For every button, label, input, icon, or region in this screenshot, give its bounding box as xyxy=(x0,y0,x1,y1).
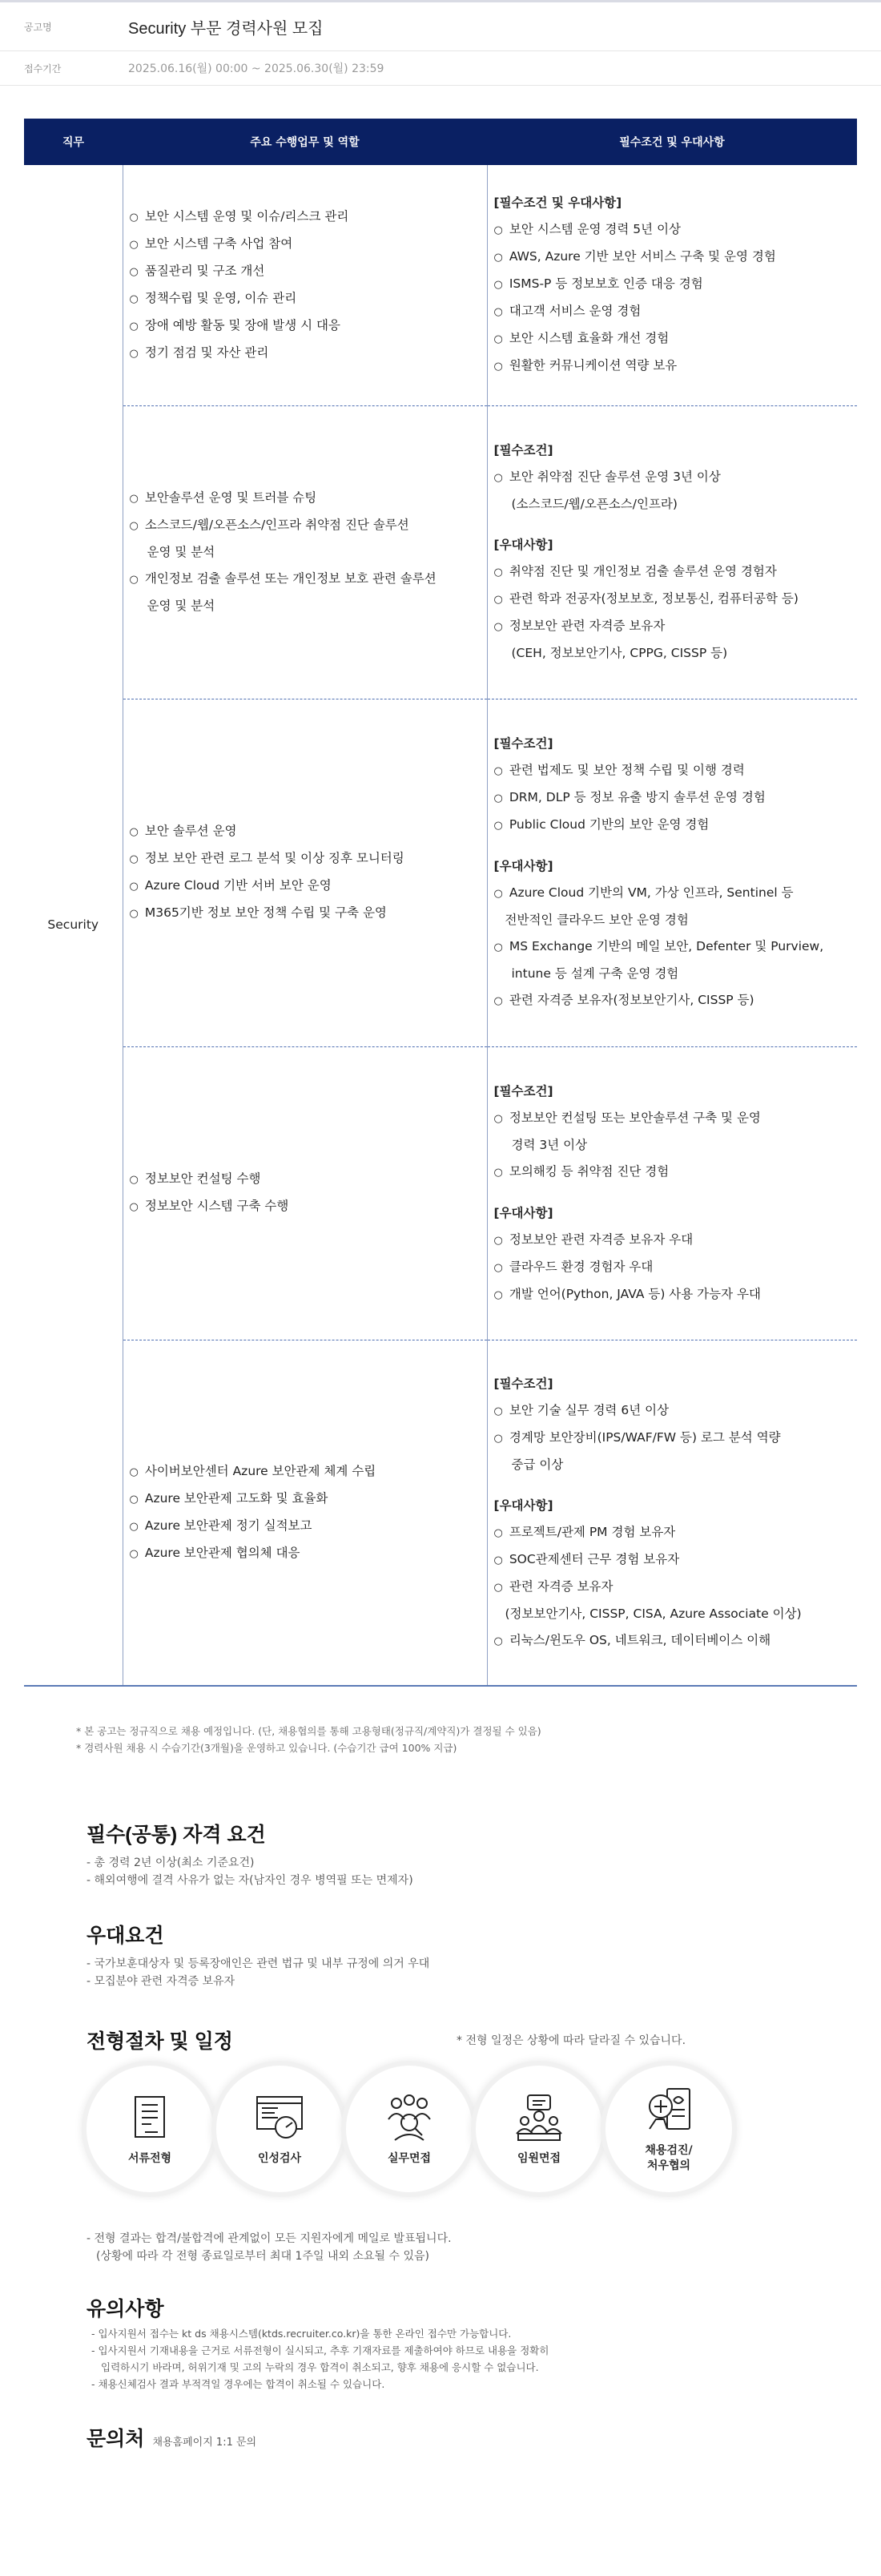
requirements-cell xyxy=(487,1340,857,1686)
requirement-heading: [우대사항] xyxy=(493,1498,553,1513)
job-table xyxy=(24,119,857,1687)
required-item: - 해외여행에 결격 사유가 없는 자(남자인 경우 병역필 또는 면제자) xyxy=(86,1872,413,1889)
contact-section xyxy=(86,2423,256,2452)
job-row xyxy=(24,1340,857,1686)
requirement-item: ○ 대고객 서비스 운영 경험 xyxy=(494,298,857,325)
spacer xyxy=(494,1186,857,1200)
caution-item: - 입사지원서 접수는 kt ds 채용시스템(ktds.recruiter.co.kr)을 통한 온라인 접수만 가능합니다. xyxy=(91,2325,549,2342)
step-label: 채용검진/ 처우협의 xyxy=(645,2144,693,2172)
requirement-item: 경력 3년 이상 xyxy=(511,1137,588,1152)
requirement-item: ○ ISMS-P 등 정보보호 인증 대응 경험 xyxy=(494,271,857,298)
duty-item: 운영 및 분석 xyxy=(147,545,215,559)
duties-cell xyxy=(123,405,487,699)
process-step xyxy=(346,2066,473,2192)
duty-item: ○ 정보보안 시스템 구축 수행 xyxy=(130,1193,486,1220)
requirement-item: ○ 정보보안 관련 자격증 보유자 우대 xyxy=(494,1227,857,1254)
requirement-heading: [우대사항] xyxy=(493,859,553,873)
requirement-item: ○ Public Cloud 기반의 보안 운영 경험 xyxy=(494,812,857,839)
requirement-item: (정보보안기사, CISSP, CISA, Azure Associate 이상) xyxy=(505,1606,802,1621)
requirement-item: ○ AWS, Azure 기반 보안 서비스 구축 및 운영 경험 xyxy=(494,244,857,271)
posting-label: 공고명 xyxy=(24,21,52,33)
requirement-heading: [우대사항] xyxy=(493,538,553,552)
step-label: 인성검사 xyxy=(257,2151,302,2165)
process-note: * 전형 일정은 상황에 따라 달라질 수 있습니다. xyxy=(457,2034,686,2047)
duties-cell xyxy=(123,165,487,405)
period-value: 2025.06.16(월) 00:00 ~ 2025.06.30(월) 23:59 xyxy=(128,62,384,75)
duty-item: ○ Azure Cloud 기반 서버 보안 운영 xyxy=(130,873,486,900)
requirement-item: ○ 관련 법제도 및 보안 정책 수립 및 이행 경력 xyxy=(494,757,857,784)
step-label: 서류전형 xyxy=(127,2151,172,2165)
process-step xyxy=(86,2066,213,2192)
requirement-item: ○ 보안 시스템 효율화 개선 경험 xyxy=(494,325,857,353)
table-header-row xyxy=(24,119,857,165)
duty-item: ○ 보안솔루션 운영 및 트러블 슈팅 xyxy=(130,485,486,512)
caution-title: 유의사항 xyxy=(86,2298,164,2320)
spacer xyxy=(494,1478,857,1493)
process-steps xyxy=(86,2066,732,2192)
document-icon xyxy=(124,2092,175,2143)
duty-item: ○ 보안 솔루션 운영 xyxy=(130,818,486,845)
duty-item: ○ 품질관리 및 구조 개선 xyxy=(130,258,486,285)
step-label: 실무면접 xyxy=(387,2151,432,2165)
header-job: 직무 xyxy=(24,119,123,165)
requirement-item: ○ MS Exchange 기반의 메일 보안, Defenter 및 Purview, xyxy=(494,933,857,961)
process-note-line: - 전형 결과는 합격/불합격에 관계없이 모든 지원자에게 메일로 발표됩니다. xyxy=(86,2232,452,2245)
requirement-item: ○ 정보보안 컨설팅 또는 보안솔루션 구축 및 운영 xyxy=(494,1105,857,1132)
requirements-cell xyxy=(487,165,857,405)
requirement-item: ○ 모의해킹 등 취약점 진단 경험 xyxy=(494,1159,857,1186)
caution-list xyxy=(91,2325,549,2393)
process-title: 전형절차 및 일정 xyxy=(86,2030,233,2053)
duty-item: ○ 보안 시스템 운영 및 이슈/리스크 관리 xyxy=(130,204,486,231)
duty-item: ○ Azure 보안관제 고도화 및 효율화 xyxy=(130,1486,486,1513)
required-title: 필수(공통) 자격 요건 xyxy=(86,1824,266,1846)
job-row xyxy=(24,405,857,699)
requirement-heading: [필수조건] xyxy=(493,443,553,458)
requirement-item: ○ 보안 기술 실무 경력 6년 이상 xyxy=(494,1397,857,1425)
requirement-item: (소스코드/웹/오픈소스/인프라) xyxy=(511,497,678,511)
requirement-item: ○ 경계망 보안장비(IPS/WAF/FW 등) 로그 분석 역량 xyxy=(494,1425,857,1452)
requirement-heading: [필수조건 및 우대사항] xyxy=(493,196,622,211)
contact-text: 채용홈페이지 1:1 문의 xyxy=(152,2437,257,2449)
preferred-section xyxy=(86,1920,429,1990)
posting-period-row xyxy=(0,51,881,86)
duty-item: ○ 정책수립 및 운영, 이슈 관리 xyxy=(130,285,486,312)
requirements-cell xyxy=(487,1046,857,1340)
preferred-item: - 국가보훈대상자 및 등록장애인은 관련 법규 및 내부 규정에 의거 우대 xyxy=(86,1955,429,1973)
caution-item: - 입사지원서 기재내용을 근거로 서류전형이 실시되고, 추후 기재자료를 제출하여야 하므로 내용을 정확히 xyxy=(91,2342,549,2359)
caution-item: 입력하시기 바라며, 허위기재 및 고의 누락의 경우 합격이 취소되고, 향후 채용에 응시할 수 없습니다. xyxy=(101,2361,539,2373)
job-name: Security xyxy=(24,165,123,1686)
caution-section xyxy=(86,2293,164,2322)
period-label: 접수기간 xyxy=(24,62,62,75)
process-step xyxy=(476,2066,602,2192)
required-item: - 총 경력 2년 이상(최소 기준요건) xyxy=(86,1854,413,1872)
requirement-item: ○ 정보보안 관련 자격증 보유자 xyxy=(494,613,857,640)
duty-item: ○ M365기반 정보 보안 정책 수립 및 구축 운영 xyxy=(130,900,486,927)
posting-title-row xyxy=(0,0,881,51)
requirement-item: ○ 관련 자격증 보유자(정보보안기사, CISSP 등) xyxy=(494,987,857,1014)
requirement-item: ○ DRM, DLP 등 정보 유출 방지 솔루션 운영 경험 xyxy=(494,784,857,812)
duty-item: ○ 장애 예방 활동 및 장애 발생 시 대응 xyxy=(130,312,486,340)
spacer xyxy=(494,518,857,532)
note-line: * 본 공고는 정규직으로 채용 예정입니다. (단, 채용협의를 통해 고용형태(정규직/계약직)가 결정될 수 있음) xyxy=(76,1725,541,1737)
preferred-item: - 모집분야 관련 자격증 보유자 xyxy=(86,1973,429,1990)
job-row xyxy=(24,699,857,1046)
requirement-item: 전반적인 클라우드 보안 운영 경험 xyxy=(505,913,689,927)
requirement-heading: [필수조건] xyxy=(493,736,553,751)
table-notes xyxy=(76,1723,541,1756)
header-duties: 주요 수행업무 및 역할 xyxy=(123,119,487,165)
posting-header xyxy=(0,0,881,86)
duty-item: ○ Azure 보안관제 협의체 대응 xyxy=(130,1540,486,1567)
requirement-item: ○ 취약점 진단 및 개인정보 검출 솔루션 운영 경험자 xyxy=(494,558,857,586)
duty-item: ○ 보안 시스템 구축 사업 참여 xyxy=(130,231,486,258)
process-note-line: (상황에 따라 각 전형 종료일로부터 최대 1주일 내외 소요될 수 있음) xyxy=(96,2250,429,2263)
header-requirements: 필수조건 및 우대사항 xyxy=(487,119,857,165)
requirement-item: ○ 관련 자격증 보유자 xyxy=(494,1574,857,1601)
requirement-item: ○ 관련 학과 전공자(정보보호, 정보통신, 컴퓨터공학 등) xyxy=(494,586,857,613)
step-label: 임원면접 xyxy=(517,2151,561,2165)
requirement-item: intune 등 설계 구축 운영 경험 xyxy=(511,966,679,981)
medical-checkup-icon xyxy=(643,2084,694,2135)
posting-title: Security 부문 경력사원 모집 xyxy=(128,19,324,38)
duties-cell xyxy=(123,1340,487,1686)
interview-icon xyxy=(513,2092,565,2143)
preferred-title: 우대요건 xyxy=(86,1925,164,1947)
process-step xyxy=(216,2066,343,2192)
requirement-item: ○ 클라우드 환경 경험자 우대 xyxy=(494,1254,857,1281)
requirement-item: ○ SOC관제센터 근무 경험 보유자 xyxy=(494,1546,857,1574)
requirement-item: (CEH, 정보보안기사, CPPG, CISSP 등) xyxy=(511,646,728,660)
process-section xyxy=(86,2026,233,2054)
caution-item: - 채용신체검사 결과 부적격일 경우에는 합격이 취소될 수 있습니다. xyxy=(91,2376,549,2393)
duty-item: 운영 및 분석 xyxy=(147,599,215,613)
requirements-cell xyxy=(487,699,857,1046)
requirement-item: ○ 개발 언어(Python, JAVA 등) 사용 가능자 우대 xyxy=(494,1281,857,1308)
requirement-heading: [필수조건] xyxy=(493,1083,553,1099)
job-row xyxy=(24,1046,857,1340)
duty-item: ○ 정보 보안 관련 로그 분석 및 이상 징후 모니터링 xyxy=(130,845,486,873)
process-step xyxy=(605,2066,732,2192)
requirement-item: ○ 원활한 커뮤니케이션 역량 보유 xyxy=(494,353,857,380)
process-after-notes xyxy=(86,2230,452,2265)
duties-cell xyxy=(123,699,487,1046)
requirement-heading: [우대사항] xyxy=(493,1205,553,1220)
duty-item: ○ 정보보안 컨설팅 수행 xyxy=(130,1166,486,1193)
duty-item: ○ 개인정보 검출 솔루션 또는 개인정보 보호 관련 솔루션 xyxy=(130,566,486,593)
browser-gauge-icon xyxy=(254,2092,305,2143)
duties-cell xyxy=(123,1046,487,1340)
requirement-item: ○ 리눅스/윈도우 OS, 네트워크, 데이터베이스 이해 xyxy=(494,1627,857,1655)
requirements-cell xyxy=(487,405,857,699)
note-line: * 경력사원 채용 시 수습기간(3개월)을 운영하고 있습니다. (수습기간 급여 100% 지급) xyxy=(76,1742,457,1754)
duty-item: ○ 소스코드/웹/오픈소스/인프라 취약점 진단 솔루션 xyxy=(130,512,486,539)
duty-item: ○ Azure 보안관제 정기 실적보고 xyxy=(130,1513,486,1540)
duty-item: ○ 사이버보안센터 Azure 보안관제 체계 수립 xyxy=(130,1458,486,1486)
people-search-icon xyxy=(384,2092,435,2143)
requirement-item: ○ 보안 시스템 운영 경력 5년 이상 xyxy=(494,216,857,244)
requirement-heading: [필수조건] xyxy=(493,1376,553,1391)
requirement-item: ○ 프로젝트/관제 PM 경험 보유자 xyxy=(494,1519,857,1546)
contact-title: 문의처 xyxy=(86,2428,145,2450)
required-section xyxy=(86,1819,413,1889)
requirement-item: 중급 이상 xyxy=(511,1457,564,1472)
requirement-item: ○ Azure Cloud 기반의 VM, 가상 인프라, Sentinel 등 xyxy=(494,880,857,907)
requirement-item: ○ 보안 취약점 진단 솔루션 운영 3년 이상 xyxy=(494,464,857,491)
duty-item: ○ 정기 점검 및 자산 관리 xyxy=(130,340,486,367)
job-row xyxy=(24,165,857,405)
spacer xyxy=(494,839,857,853)
